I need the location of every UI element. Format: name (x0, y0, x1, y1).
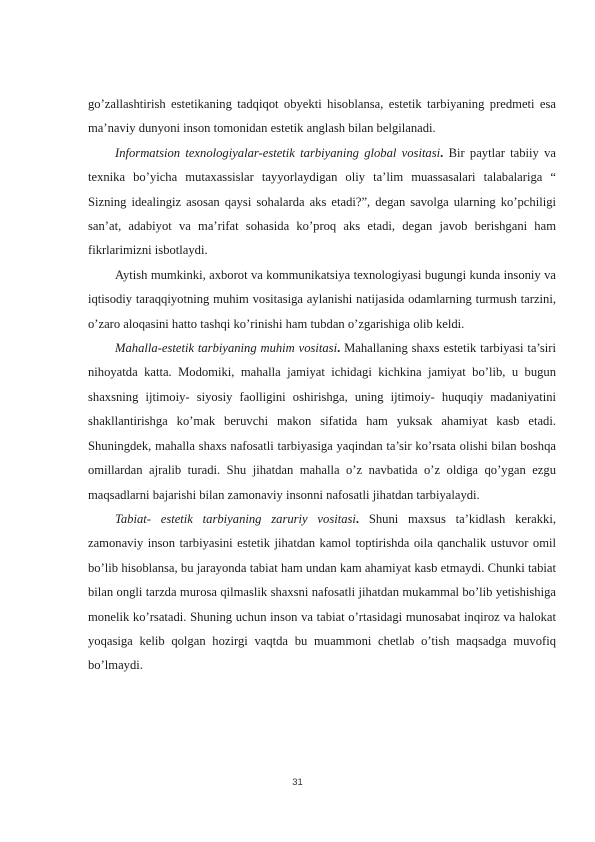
paragraph-mahalla (88, 336, 556, 507)
paragraph-text: Aytish mumkinki, axborot va kommunikatsiya texnologiyasi bugungi kunda insoniy va iqtisodiy taraqqiyotning muhim vositasiga aylanishi natijasida odamlarning turmush tarzini, o’zaro aloqasini hatto tashqi ko’rinishi ham tubdan o’zgarishiga olib keldi. (88, 267, 556, 331)
paragraph-informatsion-texnologiyalar (88, 141, 556, 263)
heading-terminator: . (355, 511, 360, 526)
paragraph-text: Shuni maxsus ta’kidlash kerakki, zamonaviy inson tarbiyasini estetik jihatdan kamol toptirishda oila qanchalik ustuvor omil bo’lib hisoblansa, bu jarayonda tabiat ham undan kam ahamiyat kasb etmaydi. Chunki tabiat bilan ongli tarzda murosa qilmaslik shaxsni nafosatli jihatdan mukammal bo’lib yetishishiga monelik ko’rsatadi. Shuning uchun inson va tabiat o’rtasidagi munosabat inqiroz va halokat yoqasiga kelib qolgan hozirgi vaqtda bu muammoni chetlab o’tish maqsadga muvofiq bo’lmaydi. (88, 511, 557, 673)
heading-terminator: . (440, 145, 444, 160)
heading-terminator: . (337, 341, 341, 356)
paragraph-heading: Informatsion texnologiyalar-estetik tarbiyaning global vositasi (115, 145, 441, 160)
paragraph-heading: Mahalla-estetik tarbiyaning muhim vositasi (115, 341, 338, 356)
paragraph-heading: Tabiat- estetik tarbiyaning zaruriy vositasi (115, 511, 356, 526)
document-page (88, 92, 556, 678)
paragraph-continuation (88, 92, 556, 141)
paragraph-text: Bir paytlar tabiiy va texnika bo’yicha mutaxassislar tayyorlaydigan oliy ta’lim muassasalari talabalariga “ Sizning idealingiz asosan qaysi sohalarda aks etadi?”, degan savolga ularning ko’pchiligi san’at, adabiyot va ma’rifat sohasida ko’proq aks etadi, degan javob berishgani ham fikrlarimizni isbotlaydi. (88, 145, 556, 258)
paragraph-tabiat (88, 507, 556, 678)
paragraph-text: Mahallaning shaxs estetik tarbiyasi ta’siri nihoyatda katta. Modomiki, mahalla jamiyat ichidagi kichkina jamiyat bo’lib, u bugun shaxsning ijtimoiy- siyosiy faolligini oshirishga, uning ijtimoiy- huquqiy madaniyatini shakllantirishga ko’mak beruvchi makon sifatida ham yuksak ahamiyat kasb etadi. Shuningdek, mahalla shaxs nafosatli tarbiyasiga yaqindan ta’sir ko’rsata olishi bilan boshqa omillardan ajralib turadi. Shu jihatdan mahalla o’z navbatida o’z oldiga qo’ygan ezgu maqsadlarni bajarishi bilan zamonaviy insonni nafosatli jihatdan tarbiyalaydi. (88, 341, 556, 502)
paragraph-text: go’zallashtirish estetikaning tadqiqot obyekti hisoblansa, estetik tarbiyaning predmeti esa ma’naviy dunyoni inson tomonidan estetik anglash bilan belgilanadi. (88, 97, 556, 136)
page-number: 31 (292, 777, 303, 788)
paragraph-axborot-texnologiyasi (88, 263, 556, 336)
